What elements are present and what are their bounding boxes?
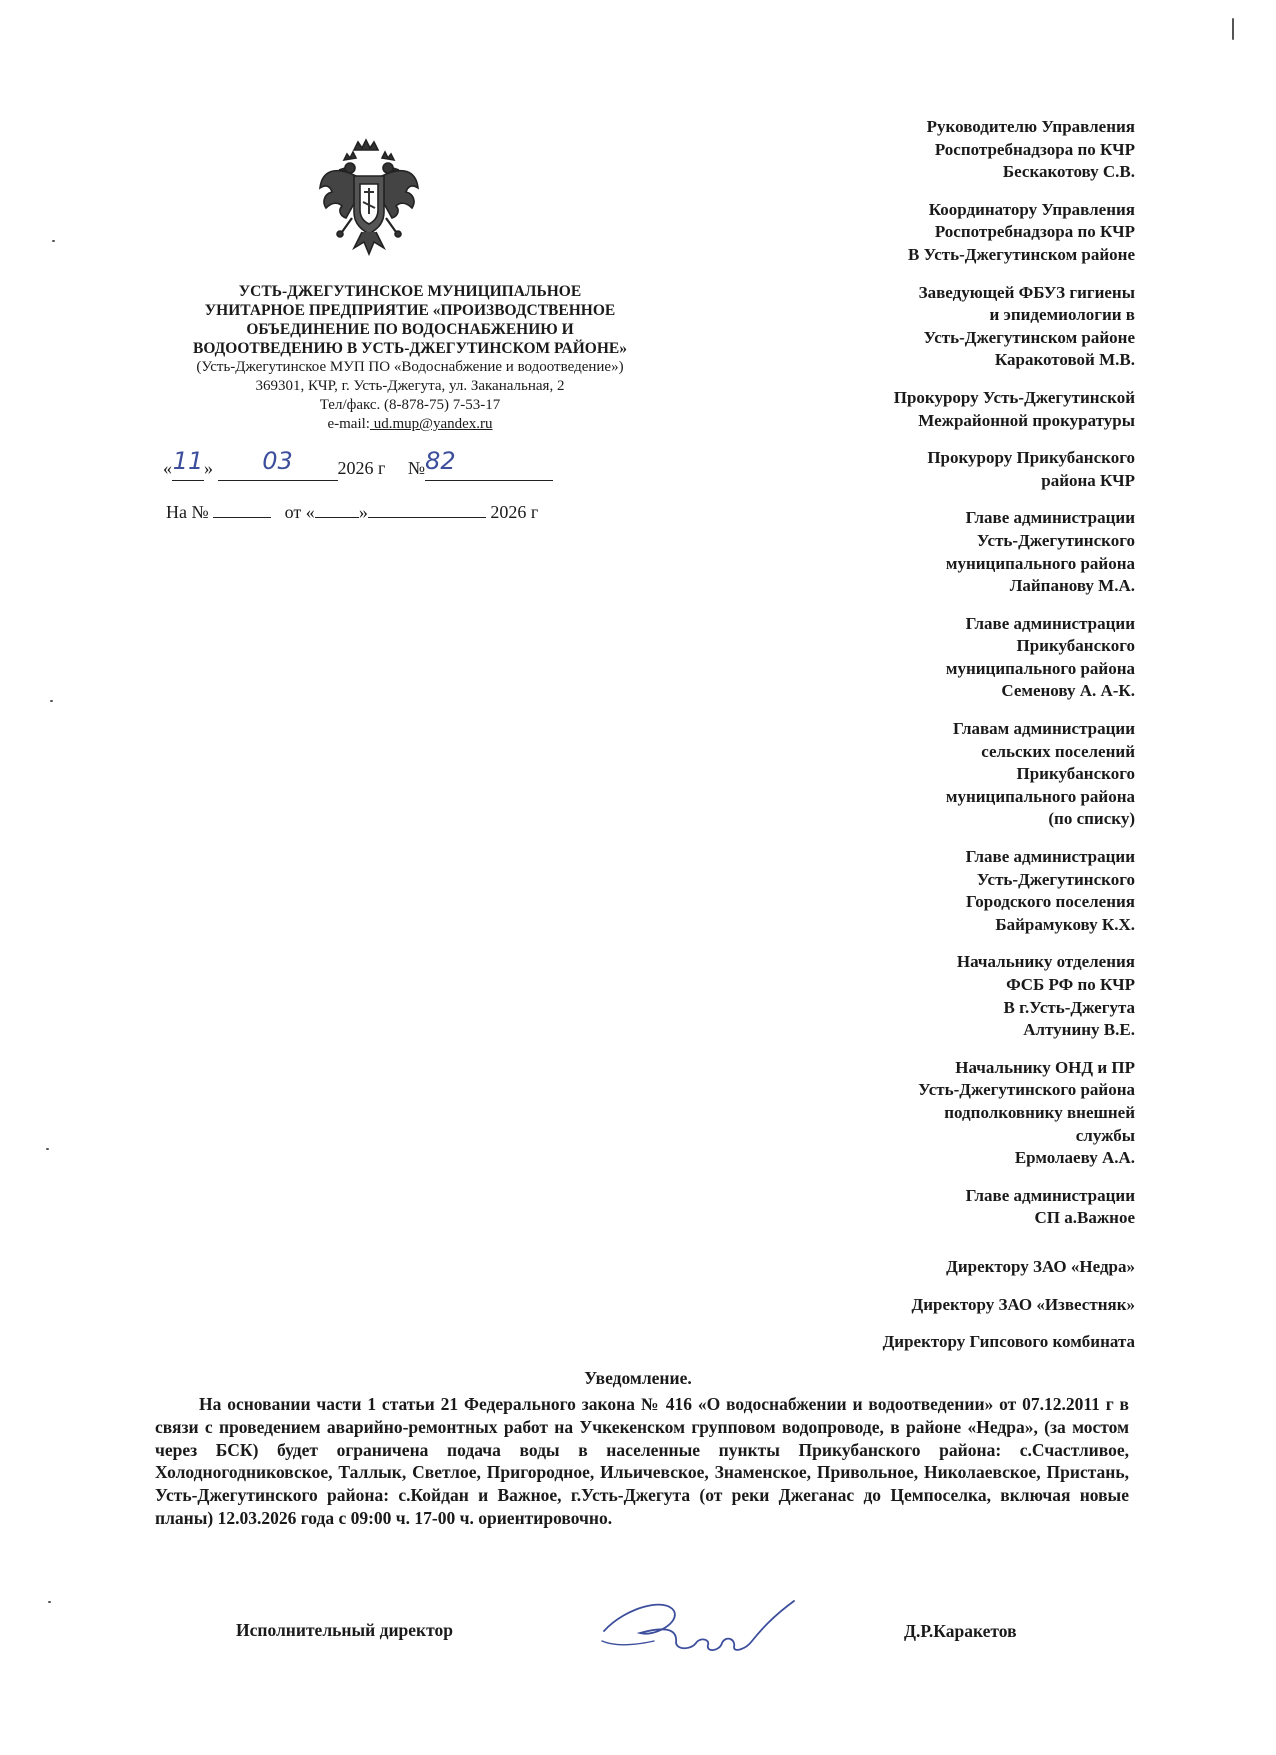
addressee — [715, 387, 1135, 432]
addressee — [715, 199, 1135, 267]
addressee-line: Директору ЗАО «Известняк» — [911, 1294, 1135, 1314]
date-month-value: 03 — [262, 447, 293, 475]
addressee — [715, 1331, 1135, 1354]
addressee-line: Усть-Джегутинского района — [918, 1080, 1135, 1100]
addressee-line: (по списку) — [1048, 809, 1135, 829]
org-short-name: (Усть-Джегутинское МУП ПО «Водоснабжение и водоотведение») — [196, 359, 624, 375]
addressee-line: ФСБ РФ по КЧР — [1006, 975, 1135, 994]
addressee-line: Прокурору Прикубанского — [927, 448, 1135, 468]
scan-speck — [46, 1148, 49, 1150]
scan-speck — [52, 240, 55, 242]
number-value: 82 — [425, 447, 456, 475]
incoming-year: 2026 г — [490, 502, 539, 522]
addressee-line: Главе администрации — [965, 508, 1135, 528]
addressee — [715, 116, 1135, 184]
addressee-line: Главе администрации — [965, 1185, 1135, 1205]
addressee-line: Байрамукову К.Х. — [995, 914, 1135, 934]
incoming-day-blank — [315, 503, 359, 518]
incoming-reference — [166, 502, 538, 523]
organization-contacts — [150, 358, 670, 434]
date-open-quote: « — [163, 458, 172, 478]
addressee-line: В г.Усть-Джегута — [1003, 997, 1135, 1017]
addressee-line: В Усть-Джегутинском районе — [908, 244, 1135, 264]
addressee-line: Прикубанского — [1016, 764, 1135, 784]
addressee-line: муниципального района — [945, 553, 1135, 573]
addressee — [715, 1256, 1135, 1279]
addressee — [715, 951, 1135, 1041]
org-name-line: УНИТАРНОЕ ПРЕДПРИЯТИЕ «ПРОИЗВОДСТВЕННОЕ — [204, 302, 616, 319]
date-day-field — [172, 447, 204, 481]
addressee — [715, 1185, 1135, 1230]
sender-organization-block — [150, 282, 670, 434]
coat-of-arms-emblem — [316, 136, 422, 260]
addressee-line: Роспотребнадзора по КЧР — [934, 139, 1135, 159]
addressee — [715, 507, 1135, 597]
addressee-line: Усть-Джегутинского — [976, 530, 1135, 550]
addressee-line: Бескакотову С.В. — [1002, 162, 1135, 182]
addressee-line: Межрайонной прокуратуры — [918, 410, 1135, 430]
addressee-line: службы — [1075, 1125, 1135, 1145]
addressee-line: Ермолаеву А.А. — [1014, 1148, 1135, 1168]
org-name-line: ВОДООТВЕДЕНИЮ В УСТЬ-ДЖЕГУТИНСКОМ РАЙОНЕ» — [193, 340, 627, 357]
addressee-line: Усть-Джегутинском районе — [923, 327, 1135, 347]
addressee-line: Городского поселения — [965, 892, 1135, 912]
addressee-list — [715, 116, 1135, 1369]
scan-speck — [50, 700, 53, 702]
date-day-value: 11 — [172, 447, 204, 475]
addressee-line: Главе администрации — [965, 847, 1135, 867]
addressee-line: подполковнику внешней — [944, 1102, 1135, 1122]
addressee-line: Алтунину В.Е. — [1023, 1020, 1135, 1040]
incoming-number-blank — [213, 503, 271, 518]
addressee-line: Директору Гипсового комбината — [882, 1332, 1135, 1352]
addressee-line: Семенову А. А-К. — [1001, 681, 1135, 701]
addressee — [715, 282, 1135, 372]
incoming-month-blank — [368, 503, 486, 518]
addressee-line: Прикубанского — [1016, 636, 1135, 656]
addressee-line: и эпидемиологии в — [989, 305, 1135, 325]
addressee-line: Усть-Джегутинского — [976, 869, 1135, 889]
addressee-line: Начальнику ОНД и ПР — [955, 1057, 1135, 1077]
notice-title: Уведомление. — [584, 1368, 692, 1388]
org-name-line: УСТЬ-ДЖЕГУТИНСКОЕ МУНИЦИПАЛЬНОЕ — [238, 283, 582, 300]
addressee-line: муниципального района — [945, 786, 1135, 806]
addressee-line: Роспотребнадзора по КЧР — [934, 222, 1135, 242]
addressee-line: Координатору Управления — [928, 199, 1135, 219]
addressee-line: Прокурору Усть-Джегутинской — [893, 387, 1135, 407]
incoming-prefix: На № — [166, 502, 209, 522]
addressee-line: Лайпанову М.А. — [1009, 576, 1135, 596]
addressee — [715, 613, 1135, 703]
signatory-title: Исполнительный директор — [236, 1620, 453, 1640]
org-address: 369301, КЧР, г. Усть-Джегута, ул. Заканальная, 2 — [255, 378, 565, 394]
org-email — [150, 415, 670, 434]
addressee-line: района КЧР — [1041, 470, 1135, 490]
number-field — [425, 447, 553, 481]
addressee-line: Главе администрации — [965, 613, 1135, 633]
addressee-line: Заведующей ФБУЗ гигиены — [918, 282, 1135, 302]
incoming-from-label: от « — [284, 502, 315, 522]
notice-body: На основании части 1 статьи 21 Федерального закона № 416 «О водоснабжении и водоотведении» от 07.12.2011 г в связи с проведением аварийно-ремонтных работ на Учкекенском групповом водопроводе, в районе «Недра», (за мостом через БСК) будет ограничена подача воды в населенные пункты Прикубанского района: с.Счастливое, Холодногодниковское, Таллык, Светлое, Пригородное, Ильичевское, Знаменское, Привольное, Николаевское, Пристань, Усть-Джегутинского района: с.Койдан и Важное, г.Усть-Джегута (от реки Джеганас до Цемпоселка, включая новые планы) 12.03.2026 года с 09:00 ч. 17-00 ч. ориентировочно. — [155, 1394, 1129, 1528]
addressee — [715, 718, 1135, 831]
outgoing-reference — [163, 447, 553, 481]
date-year: 2026 г — [337, 458, 386, 478]
addressee — [715, 846, 1135, 936]
addressee — [715, 1057, 1135, 1170]
addressee-line: муниципального района — [945, 658, 1135, 678]
addressee-line: Главам администрации — [953, 719, 1135, 739]
scan-speck — [1232, 18, 1234, 40]
signatory-name: Д.Р.Каракетов — [904, 1621, 1017, 1641]
date-month-field — [218, 447, 338, 481]
number-label: № — [407, 458, 426, 478]
handwritten-signature — [596, 1587, 816, 1662]
addressee-line: СП а.Важное — [1034, 1208, 1135, 1228]
addressee — [715, 1294, 1135, 1317]
addressee — [715, 447, 1135, 492]
org-name-line: ОБЪЕДИНЕНИЕ ПО ВОДОСНАБЖЕНИЮ И — [246, 321, 574, 338]
org-phone: Тел/факс. (8-878-75) 7-53-17 — [319, 397, 501, 413]
incoming-close-quote: » — [358, 502, 368, 522]
addressee-line: Начальнику отделения — [956, 952, 1135, 972]
date-close-quote: » — [204, 458, 213, 478]
addressee-line: Руководителю Управления — [926, 117, 1135, 136]
addressee-line: сельских поселений — [981, 741, 1135, 761]
addressee-line: Директору ЗАО «Недра» — [946, 1256, 1135, 1276]
email-address: ud.mup@yandex.ru — [369, 416, 493, 432]
scan-speck — [48, 1601, 51, 1603]
email-label: e-mail: — [327, 416, 370, 432]
addressee-line: Каракотовой М.В. — [994, 350, 1135, 370]
organization-name — [150, 282, 670, 358]
